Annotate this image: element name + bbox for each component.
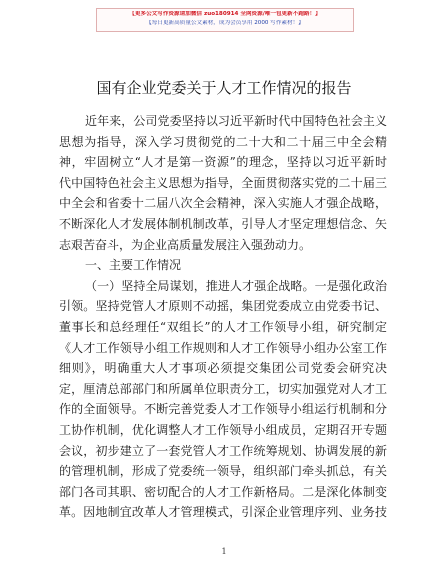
body-line: 引领。坚持党管人才原则不动摇，集团党委成立由党委书记、: [59, 299, 387, 314]
body-line: 会议，初步建立了一套党管人才工作统筹规划、协调发展的新: [59, 443, 387, 458]
body-line: 董事长和总经理任“双组长”的人才工作领导小组，研究制定: [59, 319, 387, 334]
body-line: 不断深化人才发展体制机制改革，引导人才坚定理想信念、矢: [59, 216, 387, 231]
page-number: 1: [221, 547, 227, 556]
body-line: 《人才工作领导小组工作规则和人才工作领导小组办公室工作: [59, 340, 387, 355]
body-line: 部门各司其职、密切配合的人才工作新格局。二是深化体制变: [59, 484, 387, 499]
body-line: 定，厘清总部部门和所属单位职责分工，切实加强党对人才工: [59, 381, 387, 396]
body-line: 中全会和省委十二届八次全会精神，深入实施人才强企战略，: [59, 196, 387, 211]
body-line: 思想为指导，深入学习贯彻党的二十大和二十届三中全会精: [59, 134, 387, 149]
body-line: 的管理机制，形成了党委统一领导，组织部门牵头抓总，有关: [59, 464, 387, 479]
body-line: （一）坚持全局谋划，推进人才强企战略。一是强化政治: [85, 278, 387, 293]
promo-banner-line-1: 【更多公文写作资源请加微信 zuo180914 全网资源/唯一包更新不跑路！】: [129, 11, 321, 17]
body-line: 革。因地制宜改革人才管理模式，引深企业管理序列、业务技: [59, 505, 387, 520]
body-line: 神，牢固树立“人才是第一资源”的理念，坚持以习近平新时: [59, 155, 387, 170]
body-line: 细则》，明确重大人才事项必须提交集团公司党委会研究决: [59, 361, 387, 376]
body-line: 近年来，公司党委坚持以习近平新时代中国特色社会主义: [85, 114, 387, 128]
section-heading: 一、主要工作情况: [85, 258, 182, 273]
document-body: [59, 111, 387, 523]
promo-banner-line-2: 【每日更新高质量公文素材，成为会员享用 2000 写作素材！】: [146, 20, 304, 26]
body-line: 作的全面领导。不断完善党委人才工作领导小组运行机制和分: [59, 402, 387, 417]
body-line: 代中国特色社会主义思想为指导，全面贯彻落实党的二十届三: [59, 175, 387, 190]
body-line: 志艰苦奋斗，为企业高质量发展注入强劲动力。: [59, 237, 312, 252]
body-line: 工协作机制，优化调整人才工作领导小组成员，定期召开专题: [59, 422, 387, 437]
promo-banner: [96, 8, 354, 32]
document-title: 国有企业党委关于人才工作情况的报告: [96, 79, 352, 97]
